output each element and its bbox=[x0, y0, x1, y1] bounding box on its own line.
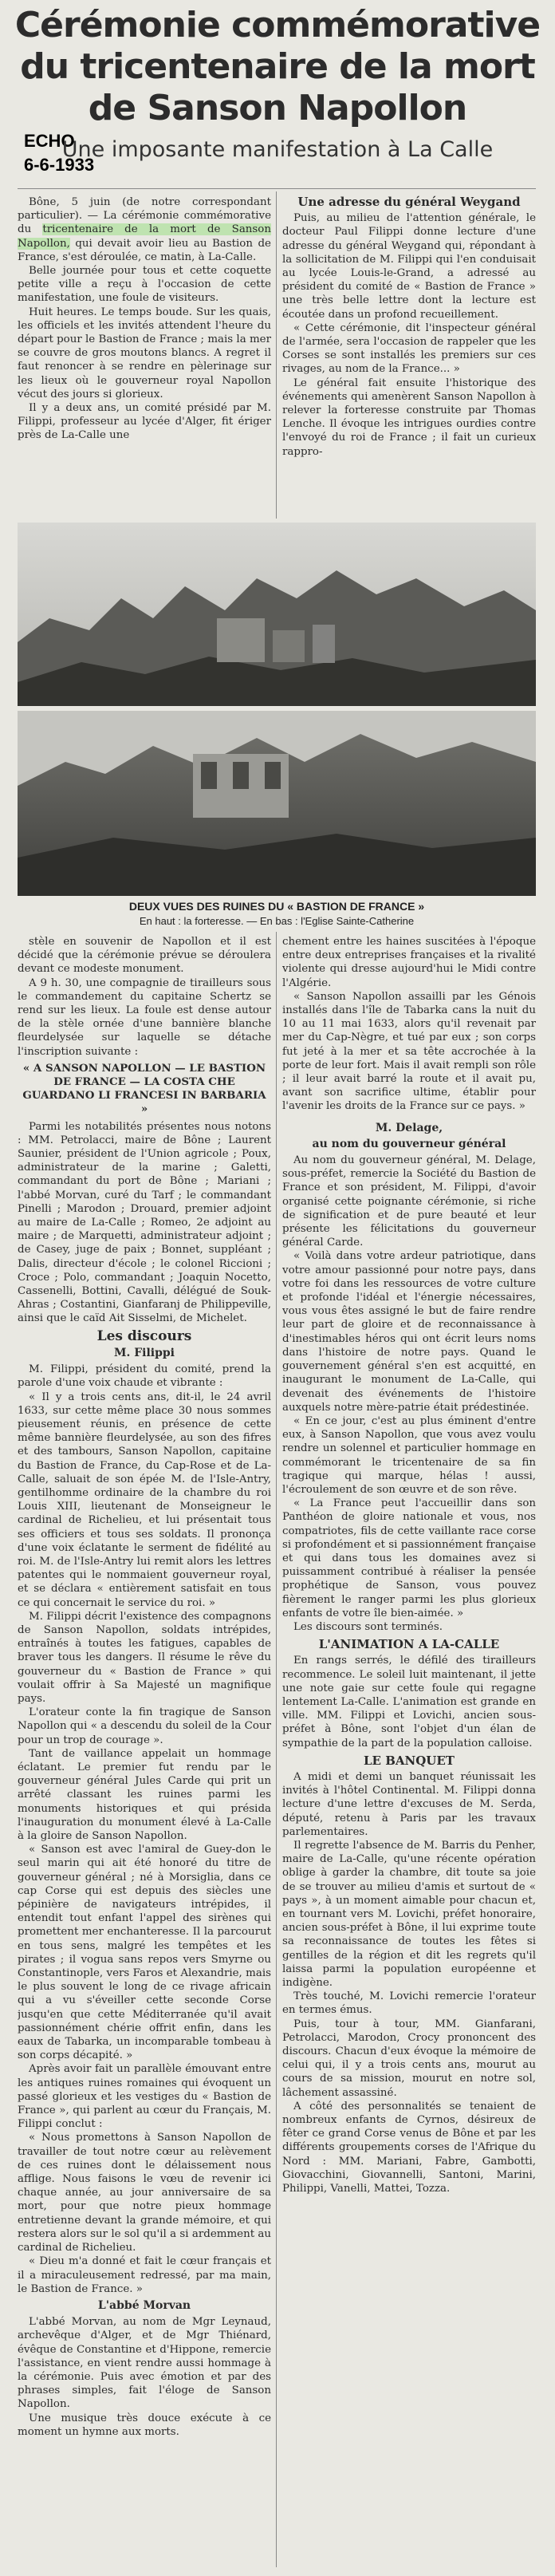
paragraph: « Sanson est avec l'amiral de Guey-don le seul marin qui ait été honoré du titre de gouverneur général ; né à Morsiglia, dans ce cap Corse qui est depuis des siècles une pépinière de navigateurs intrépides, il entendit tout enfant l'appel des sirènes qui promettent mer enchanteresse. Il la parcourut en tous sens, malgré les tempêtes et les pirates ; il vogua sans repos vers Smyrne ou Constantinople, vers Faros et Alexandrie, mais le plus souvent le long de ce rivage africain qui a vu s'éveiller cette seconde Corse jusqu'en que cette Méditerranée qu'il avait passionnément chérie offrit enfin, dans les eaux de Tabarka, un incomparable tombeau à son corps décapité. » bbox=[18, 1844, 271, 2062]
paragraph: Le général fait ensuite l'historique des événements qui amenèrent Sanson Napollon à relever la forteresse construite par Thomas Lenche. Il évoque les intrigues ourdies contre l'envoyé du roi de France ; il fait un curieux rappro- bbox=[282, 377, 536, 458]
paragraph: « Nous promettons à Sanson Napollon de travailler de tout notre cœur au relèvement de ces ruines dont le délaissement nous afflige. Nous faisons le vœu de revenir ici chaque année, au jour anniversaire de sa mort, pour que notre pieux hommage entretienne devant la grande mémoire, et qui restera alors sur le sol qu'il a si ardemment au cardinal de Richelieu. bbox=[18, 2132, 271, 2254]
paragraph: A 9 h. 30, une compagnie de tirailleurs sous le commandement du capitaine Schertz se rend sur les lieux. La foule est dense autour de la stèle ornée d'une bannière blanche fleurdelysée sur laquelle se détache l'inscription suivante : bbox=[18, 976, 271, 1058]
headline-line-1: Cérémonie commémorative bbox=[14, 5, 541, 45]
paragraph: chement entre les haines suscitées à l'époque entre deux entreprises françaises et la rivalité violente qui dresse aujourd'hui le Midi contre l'Algérie. bbox=[282, 936, 536, 989]
headline-line-2: du tricentenaire de la mort bbox=[20, 46, 535, 87]
column-divider-top bbox=[276, 191, 277, 519]
paragraph: En rangs serrés, le défilé des tirailleurs recommence. Le soleil luit maintenant, il jette une note gaie sur cette foule qui regagne lentement La-Calle. L'animation est grande en ville. MM. Filippi et Lovichi, ancien sous-préfet à Bône, sont l'objet d'un élan de sympathie de la part de la population calloise. bbox=[282, 1655, 536, 1750]
paragraph: stèle en souvenir de Napollon et il est décidé que la cérémonie prévue se déroulera devant ce modeste monument. bbox=[18, 936, 271, 976]
clipping-source: ECHO bbox=[24, 131, 75, 151]
paragraph bbox=[18, 195, 271, 264]
paragraph: Il regrette l'absence de M. Barris du Penher, maire de La-Calle, qu'une récente opération oblige à garder la chambre, dit toute sa joie de se trouver au milieu d'amis et surtout de « pays », à un moment aimable pour chacun et, en tournant vers M. Lovichi, préfet honoraire, ancien sous-préfet à Bône, il lui exprime toute sa reconnaissance de toutes les fêtes si gentilles de la région et dit les regrets qu'il laissa parmi la population européenne et indigène. bbox=[282, 1840, 536, 1990]
paragraph: Au nom du gouverneur général, M. Delage, sous-préfet, remercie la Société du Bastion de France et son président, M. Filippi, d'avoir organisé cette poignante cérémonie, si riche de signification et de pure beauté et leur présente les félicitations du gouverneur général Carde. bbox=[282, 1154, 536, 1249]
paragraph: Après avoir fait un parallèle émouvant entre les antiques ruines romaines qui évoquent un passé glorieux et les vestiges du « Bastion de France », qui parlent au cœur du Français, M. Filippi conclut : bbox=[18, 2063, 271, 2131]
column-1-bottom bbox=[18, 935, 271, 2572]
paragraph: « Dieu m'a donné et fait le cœur français et il a miraculeusement redressé, par ma main, le Bastion de France. » bbox=[18, 2255, 271, 2295]
paragraph: « Il y a trois cents ans, dit-il, le 24 avril 1633, sur cette même place 30 nous sommes pieusement réunis, en présence de cette même bannière fleurdelysée, au son des fifres et des tambours, Sanson Napollon, capitaine du Bastion de France, du Cap-Rose et de La-Calle, saluait de son épée M. de l'Isle-Antry, gentilhomme ordinaire de la chambre du roi Louis XIII, lieutenant de Monseigneur le cardinal de Richelieu, et lui présentait tous ses officiers et tous ses soldats. Il prononça d'une voix éclatante le serment de fidélité au roi. M. de l'Isle-Antry lui remit alors les lettres patentes qui le nommaient gouverneur royal, et se déclara « entièrement satisfait en tous ce qui concernait le service du roi. » bbox=[18, 1391, 271, 1609]
paragraph: « En ce jour, c'est au plus éminent d'entre eux, à Sanson Napollon, que vous avez voulu rendre un solennel et particulier hommage en commémorant le tricentenaire de sa fin tragique qui marque, hélas ! aussi, l'écroulement de son œuvre et de son rêve. bbox=[282, 1414, 536, 1496]
headline-line-3: de Sanson Napollon bbox=[88, 88, 467, 128]
photo-caption-sub: En haut : la forteresse. — En bas : l'Eglise Sainte-Catherine bbox=[139, 915, 415, 927]
column-2-top bbox=[282, 195, 536, 459]
highlighted-text: tricentenaire de la mort de Sanson Napollon, bbox=[18, 223, 271, 250]
paragraph: Belle journée pour tous et cette coquette petite ville a reçu à l'occasion de cette manifestation, une foule de visiteurs. bbox=[18, 265, 271, 305]
text-run: qui devait avoir lieu au Bastion de France, s'est déroulée, ce matin, à La-Calle. bbox=[18, 237, 271, 263]
heading-discours: Les discours bbox=[96, 1327, 192, 1344]
header-rule bbox=[18, 188, 536, 189]
photo-caption-title: DEUX VUES DES RUINES DU « BASTION DE FRANCE » bbox=[128, 900, 425, 913]
heading-delage: M. Delage, bbox=[375, 1121, 443, 1134]
heading-morvan: L'abbé Morvan bbox=[97, 2298, 191, 2312]
paragraph: Puis, au milieu de l'attention générale, le docteur Paul Filippi donne lecture d'une adresse du général Weygand qui, répondant à la sollicitation de M. Filippi qui l'en conduisait au lycée Louis-le-Grand, a adressé au président du comité de « Bastion de France » une très belle lettre dont la lecture est écoutée dans un profond recueillement. bbox=[282, 212, 536, 321]
headline-subtitle: Une imposante manifestation à La Calle bbox=[61, 137, 494, 162]
column-divider-bottom bbox=[276, 932, 277, 2567]
paragraph: A midi et demi un banquet réunissait les invités à l'hôtel Continental. M. Filippi donna lecture d'une lettre d'excuses de M. Serda, député, retenu à Paris par les travaux parlementaires. bbox=[282, 1770, 536, 1838]
paragraph: Les discours sont terminés. bbox=[293, 1620, 443, 1633]
paragraph: Tant de vaillance appelait un hommage éclatant. Le premier fut rendu par le gouverneur général Jules Carde qui prit un arrêté classant les ruines parmi les monuments historiques et qui présida l'inauguration du monument élevé à La-Calle à la gloire de Sanson Napollon. bbox=[18, 1747, 271, 1842]
paragraph: Parmi les notabilités présentes nous notons : MM. Petrolacci, maire de Bône ; Laurent Saunier, président de l'Union agricole ; Poux, administrateur de la marine ; Galetti, commandant du port de Bône ; Mariani ; l'abbé Morvan, curé du Tarf ; le commandant Pinelli ; Marodon ; Drouard, premier adjoint au maire de La-Calle ; Romeo, 2e adjoint au maire ; de Marquetti, administrateur adjoint ; de Casey, juge de paix ; Bonnet, suppléant ; Dalis, directeur d'école ; le colonel Riccioni ; Croce ; Polo, commandant ; Joaquin Nocetto, Cassenelli, Bottini, Cavalli, délégué de Souk-Ahras ; Costantini, Gianfaranj de Philippeville, ainsi que le caïd Ait Sisselmi, de Michelet. bbox=[18, 1120, 271, 1325]
inscription: « A SANSON NAPOLLON — LE BASTION DE FRANCE — LA COSTA CHE GUARDANO LI FRANCESI IN BARBARIA » bbox=[22, 1061, 266, 1116]
ruins-photo-graphic bbox=[18, 523, 536, 896]
paragraph: « Sanson Napollon assailli par les Génois installés dans l'île de Tabarka cans la nuit du 10 au 11 mai 1633, alors qu'il revenait par mer du Cap-Nègre, et tué par eux ; son corps fut jeté à la mer et sa tête accrochée à la porte de leur fort. Mais il avait rempli son rôle ; il leur avait barré la route et il avait pu, avant son sacrifice ultime, établir pour l'avenir les droits de la France sur ce pays. » bbox=[282, 990, 536, 1113]
heading-filippi: M. Filippi bbox=[113, 1346, 175, 1359]
paragraph: A côté des personnalités se tenaient de nombreux enfants de Cyrnos, désireux de fêter ce grand Corse venus de Bône et par les différents groupements corses de l'Afrique du Nord : MM. Mariani, Fabre, Gambotti, Giovacchini, Giovannelli, Santoni, Marini, Philippi, Vanelli, Mattei, Tozza. bbox=[282, 2100, 536, 2195]
heading-delage-sub: au nom du gouverneur général bbox=[312, 1137, 506, 1150]
paragraph: Une musique très douce exécute à ce moment un hymne aux morts. bbox=[18, 2412, 271, 2438]
paragraph: Huit heures. Le temps boude. Sur les quais, les officiels et les invités attendent l'heure du départ pour le Bastion de France ; mais la mer se couvre de gros moutons blancs. A regret il faut renoncer à se rendre en pèlerinage sur les lieux où le gouverneur royal Napollon vécut des jours si glorieux. bbox=[18, 306, 271, 400]
paragraph: L'orateur conte la fin tragique de Sanson Napollon qui « a descendu du soleil de la Cour pour un trop de courage ». bbox=[18, 1706, 271, 1746]
paragraph: Très touché, M. Lovichi remercie l'orateur en termes émus. bbox=[282, 1990, 536, 2017]
paragraph: « Voilà dans votre ardeur patriotique, dans votre amour passionné pour notre pays, dans votre foi dans les ressources de votre culture et profonde l'idéal et l'énergie nécessaires, vous vous êtes assigné le but de faire rendre leur part de gloire et de reconnaissance à d'inestimables héros qui ont écrit leurs noms dans l'histoire de notre pays. Quand le gouvernement général s'en est acquitté, en inaugurant le monument de La-Calle, qui devenait des événements de l'histoire auxquels notre mère-patrie était prédestinée. bbox=[282, 1250, 536, 1414]
paragraph: M. Filippi décrit l'existence des compagnons de Sanson Napollon, soldats intrépides, entraînés à toutes les fatigues, capables de braver tous les dangers. Il résume le rêve du gouverneur du « Bastion de France » qui voulait offrir à Sa Majesté un magnifique pays. bbox=[18, 1610, 271, 1705]
heading-animation: L'ANIMATION A LA-CALLE bbox=[318, 1637, 500, 1652]
paragraph: « La France peut l'accueillir dans son Panthéon de gloire nationale et vous, nos compatriotes, fils de cette vaillante race corse si profondément et si passionnément française et qui dans tous les domaines avez si puissamment contribué à réaliser la pensée prophétique de Sanson, vous pouvez fièrement le ranger parmi les plus glorieux enfants de votre île bien-aimée. » bbox=[282, 1497, 536, 1619]
photo-ruins bbox=[18, 523, 536, 896]
heading-banquet: LE BANQUET bbox=[364, 1753, 455, 1768]
text-run: Bône, 5 juin (de notre correspondant particulier). — La cérémonie commémorative du bbox=[18, 196, 271, 236]
headline-block bbox=[0, 0, 555, 144]
section-heading: Une adresse du général Weygand bbox=[297, 195, 521, 209]
paragraph: Puis, tour à tour, MM. Gianfarani, Petrolacci, Marodon, Crocy prononcent des discours. Chacun d'eux évoque la mémoire de celui qui, il y a trois cents ans, mourut au cours de sa mission, mourut en notre sol, lâchement assassiné. bbox=[282, 2018, 536, 2099]
paragraph: « Cette cérémonie, dit l'inspecteur général de l'armée, sera l'occasion de rappeler que les Corses se sont installés les premiers sur ces rivages, au nom de la France... » bbox=[282, 322, 536, 376]
paragraph: L'abbé Morvan, au nom de Mgr Leynaud, archevêque d'Alger, et de Mgr Thiénard, évêque de Constantine et d'Hippone, remercie l'assistance, en vient rendre aussi hommage à la cérémonie. Puis avec émotion et par des phrases simples, fait l'éloge de Sanson Napollon. bbox=[18, 2316, 271, 2411]
column-2-bottom bbox=[282, 935, 536, 2572]
column-1-top bbox=[18, 195, 271, 443]
paragraph: M. Filippi, président du comité, prend la parole d'une voix chaude et vibrante : bbox=[18, 1363, 271, 1390]
clipping-date: 6-6-1933 bbox=[24, 155, 95, 175]
paragraph: Il y a deux ans, un comité présidé par M. Filippi, professeur au lycée d'Alger, fit ériger près de La-Calle une bbox=[18, 402, 271, 442]
